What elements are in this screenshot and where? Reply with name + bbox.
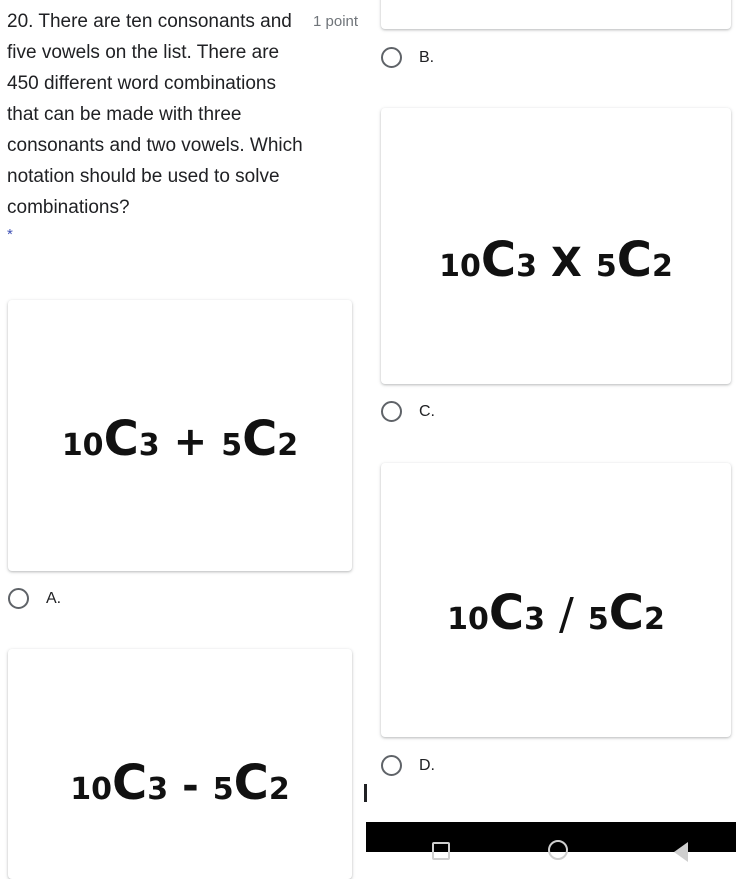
option-b-label: B. bbox=[419, 48, 435, 66]
question-text: 20. There are ten consonants and five vowels on the list. There are 450 different word combinations that can be made with three consonants and two vowels. Which notation should be used to solve combinations? bbox=[7, 11, 303, 218]
radio-button-a[interactable] bbox=[8, 588, 29, 609]
option-a-label: A. bbox=[46, 589, 62, 607]
system-nav-bar bbox=[366, 822, 736, 852]
formula-b: 10 C 3 X 5 C 2 bbox=[439, 232, 673, 288]
option-d[interactable] bbox=[381, 755, 435, 776]
radio-button-b[interactable] bbox=[381, 47, 402, 68]
formula-a: 10 C 3 + 5 C 2 bbox=[61, 410, 299, 467]
option-image-card-a bbox=[8, 300, 352, 571]
option-d-label: D. bbox=[419, 756, 435, 774]
radio-button-d[interactable] bbox=[381, 755, 402, 776]
option-c[interactable] bbox=[381, 401, 435, 422]
formula-c: 10 C 3 / 5 C 2 bbox=[447, 585, 665, 641]
text-cursor bbox=[364, 784, 367, 802]
circle-icon[interactable] bbox=[548, 840, 568, 860]
square-icon[interactable] bbox=[432, 842, 450, 860]
option-c-label: C. bbox=[419, 402, 435, 420]
option-a[interactable] bbox=[8, 588, 61, 609]
back-triangle-icon[interactable] bbox=[674, 842, 688, 862]
option-image-card-d bbox=[8, 649, 352, 879]
formula-d: 10 C 3 - 5 C 2 bbox=[70, 755, 290, 811]
points-label: 1 point bbox=[313, 13, 359, 30]
required-asterisk: * bbox=[7, 226, 13, 243]
option-b[interactable] bbox=[381, 47, 434, 68]
radio-button-c[interactable] bbox=[381, 401, 402, 422]
option-image-card-top bbox=[381, 0, 731, 29]
option-image-card-b bbox=[381, 108, 731, 384]
option-image-card-c bbox=[381, 463, 731, 737]
